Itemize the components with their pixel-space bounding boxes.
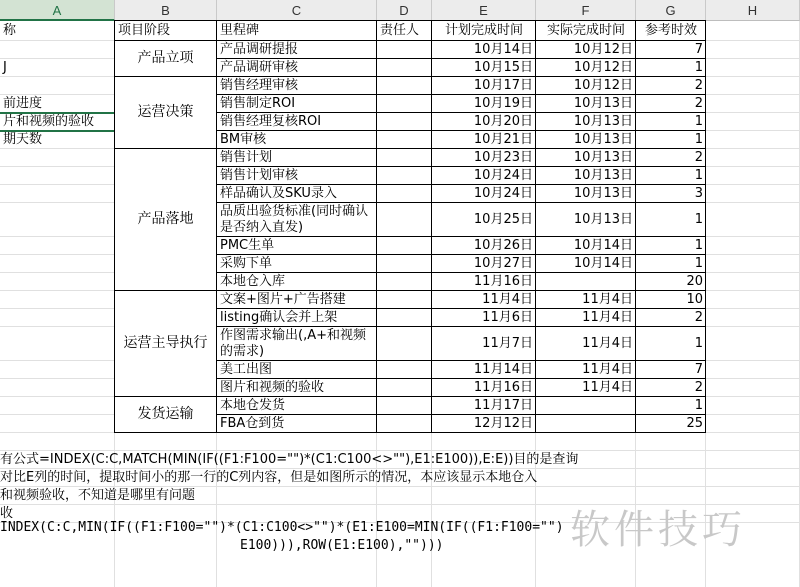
table-border-h	[114, 290, 706, 291]
table-border-h	[216, 308, 706, 309]
planned-date-cell[interactable]: 12月12日	[473, 416, 533, 431]
watermark-text: 软件技巧	[570, 507, 746, 553]
milestone-cell[interactable]: 文案+图片+广告搭建	[220, 292, 346, 307]
owner-cell[interactable]	[377, 113, 432, 131]
header-cell-f[interactable]: 实际完成时间	[546, 23, 625, 38]
table-border-h	[114, 40, 706, 41]
table-border-h	[216, 112, 706, 113]
stage-group-cell[interactable]: 产品立项	[115, 41, 216, 76]
table-border-h	[216, 272, 706, 273]
actual-date-cell[interactable]: 11月4日	[582, 380, 633, 395]
active-cell-selection[interactable]	[0, 112, 117, 132]
question-note-line: 收	[0, 506, 14, 521]
table-border-h	[114, 20, 706, 21]
col-a-cell[interactable]: J	[3, 60, 7, 75]
actual-date-cell[interactable]: 10月13日	[573, 114, 633, 129]
owner-cell[interactable]	[377, 273, 432, 291]
table-border-v	[376, 21, 377, 433]
column-header-h[interactable]: H	[706, 0, 800, 21]
actual-date-cell[interactable]: 10月13日	[573, 168, 633, 183]
actual-date-cell[interactable]	[536, 415, 636, 433]
reference-days-cell[interactable]: 3	[694, 186, 703, 201]
table-border-h	[114, 76, 706, 77]
table-border-h	[216, 254, 706, 255]
planned-date-cell[interactable]: 10月17日	[473, 78, 533, 93]
owner-cell[interactable]	[377, 255, 432, 273]
actual-date-cell[interactable]: 10月12日	[573, 60, 633, 75]
column-header-c[interactable]: C	[217, 0, 377, 21]
milestone-cell[interactable]: FBA仓到货	[220, 416, 285, 431]
actual-date-cell[interactable]: 10月14日	[573, 238, 633, 253]
reference-days-cell[interactable]: 2	[694, 310, 703, 325]
column-header-d[interactable]: D	[377, 0, 432, 21]
owner-cell[interactable]	[377, 237, 432, 255]
owner-cell[interactable]	[377, 149, 432, 167]
table-border-h	[114, 396, 706, 397]
reference-days-cell[interactable]: 1	[694, 336, 703, 351]
actual-date-cell[interactable]: 10月13日	[573, 186, 633, 201]
table-border-h	[216, 184, 706, 185]
table-border-h	[216, 166, 706, 167]
table-border-v	[535, 21, 536, 433]
milestone-cell[interactable]: 本地仓入库	[220, 274, 286, 289]
reference-days-cell[interactable]: 2	[694, 78, 703, 93]
milestone-cell[interactable]: 销售制定ROI	[220, 96, 296, 111]
reference-days-cell[interactable]: 20	[686, 274, 703, 289]
planned-date-cell[interactable]: 10月26日	[473, 238, 533, 253]
table-border-v	[114, 21, 115, 433]
question-note-line: 对比E列的时间，提取时间小的那一行的C列内容，但是如图所示的情况，本应该显示本地仓入	[0, 470, 538, 485]
actual-date-cell[interactable]: 10月13日	[573, 212, 633, 227]
table-border-h	[216, 130, 706, 131]
milestone-cell[interactable]: 销售经理复核ROI	[220, 114, 322, 129]
column-header-a[interactable]: A	[0, 0, 115, 21]
reference-days-cell[interactable]: 2	[694, 96, 703, 111]
header-cell-e[interactable]: 计划完成时间	[444, 23, 523, 38]
question-note-line: 和视频验收，不知道是哪里有问题	[0, 488, 196, 503]
table-border-h	[216, 414, 706, 415]
milestone-cell[interactable]: 销售经理审核	[220, 78, 299, 93]
planned-date-cell[interactable]: 10月24日	[473, 168, 533, 183]
milestone-cell[interactable]: 产品调研审核	[220, 60, 299, 75]
milestone-cell[interactable]: 样品确认及SKU录入	[220, 186, 337, 201]
actual-date-cell[interactable]: 10月13日	[573, 150, 633, 165]
owner-cell[interactable]	[377, 203, 432, 237]
table-border-h	[114, 432, 706, 433]
actual-date-cell[interactable]: 11月4日	[582, 310, 633, 325]
owner-cell[interactable]	[377, 309, 432, 327]
planned-date-cell[interactable]: 11月17日	[473, 398, 533, 413]
reference-days-cell[interactable]: 1	[694, 238, 703, 253]
header-cell-a[interactable]: 称	[3, 23, 17, 38]
col-a-cell[interactable]	[0, 77, 115, 95]
actual-date-cell[interactable]: 11月4日	[582, 362, 633, 377]
owner-cell[interactable]	[377, 415, 432, 433]
reference-days-cell[interactable]: 1	[694, 60, 703, 75]
reference-days-cell[interactable]: 1	[694, 256, 703, 271]
owner-cell[interactable]	[377, 361, 432, 379]
milestone-cell[interactable]: 采购下单	[220, 256, 273, 271]
table-border-v	[216, 21, 217, 433]
owner-cell[interactable]	[377, 327, 432, 361]
col-a-cell[interactable]: 前进度	[3, 96, 43, 111]
milestone-cell[interactable]: 图片和视频的验收	[220, 380, 325, 395]
question-note-line: INDEX(C:C,MIN(IF((F1:F100="")*(C1:C100<>"")*(E1:E100=MIN(IF((F1:F100="")	[0, 520, 564, 535]
actual-date-cell[interactable]: 10月12日	[573, 42, 633, 57]
milestone-cell[interactable]: 产品调研提报	[220, 42, 299, 57]
table-border-v	[431, 21, 432, 433]
header-cell-d[interactable]: 责任人	[380, 23, 420, 38]
col-a-cell[interactable]: 片和视频的验收	[3, 114, 95, 129]
milestone-cell[interactable]: 本地仓发货	[220, 398, 286, 413]
table-border-h	[114, 148, 706, 149]
milestone-cell[interactable]: 美工出图	[220, 362, 273, 377]
planned-date-cell[interactable]: 10月15日	[473, 60, 533, 75]
table-border-h	[216, 94, 706, 95]
owner-cell[interactable]	[377, 95, 432, 113]
milestone-cell[interactable]: 销售计划	[220, 150, 273, 165]
header-cell-g[interactable]: 参考时效	[644, 23, 697, 38]
owner-cell[interactable]	[377, 185, 432, 203]
planned-date-cell[interactable]: 10月14日	[473, 42, 533, 57]
actual-date-cell[interactable]: 10月12日	[573, 78, 633, 93]
owner-cell[interactable]	[377, 291, 432, 309]
planned-date-cell[interactable]: 11月7日	[482, 336, 533, 351]
reference-days-cell[interactable]: 10	[686, 292, 703, 307]
reference-days-cell[interactable]: 7	[694, 42, 703, 57]
column-header-b[interactable]: B	[115, 0, 217, 21]
reference-days-cell[interactable]: 2	[694, 380, 703, 395]
planned-date-cell[interactable]: 10月25日	[473, 212, 533, 227]
actual-date-cell[interactable]: 10月13日	[573, 96, 633, 111]
planned-date-cell[interactable]: 10月20日	[473, 114, 533, 129]
reference-days-cell[interactable]: 7	[694, 362, 703, 377]
actual-date-cell[interactable]: 10月14日	[573, 256, 633, 271]
actual-date-cell[interactable]: 10月13日	[573, 132, 633, 147]
planned-date-cell[interactable]: 10月21日	[473, 132, 533, 147]
owner-cell[interactable]	[377, 167, 432, 185]
planned-date-cell[interactable]: 11月14日	[473, 362, 533, 377]
milestone-cell[interactable]: 销售计划审核	[220, 168, 299, 183]
planned-date-cell[interactable]: 11月6日	[482, 310, 533, 325]
planned-date-cell[interactable]: 10月23日	[473, 150, 533, 165]
owner-cell[interactable]	[377, 131, 432, 149]
question-note-line: E100))),ROW(E1:E100),"")))	[240, 538, 444, 553]
stage-group-cell[interactable]: 运营主导执行	[115, 291, 216, 396]
question-note-line: 有公式=INDEX(C:C,MATCH(MIN(IF((F1:F100="")*(C1:C100<>""),E1:E100)),E:E))目的是查询	[0, 452, 579, 467]
reference-days-cell[interactable]: 1	[694, 132, 703, 147]
header-cell-c[interactable]: 里程碑	[220, 23, 260, 38]
planned-date-cell[interactable]: 10月19日	[473, 96, 533, 111]
owner-cell[interactable]	[377, 41, 432, 59]
actual-date-cell[interactable]: 11月4日	[582, 336, 633, 351]
reference-days-cell[interactable]: 2	[694, 150, 703, 165]
actual-date-cell[interactable]: 11月4日	[582, 292, 633, 307]
stage-group-cell[interactable]: 发货运输	[115, 397, 216, 432]
reference-days-cell[interactable]: 25	[686, 416, 703, 431]
stage-group-cell[interactable]: 运营决策	[115, 77, 216, 148]
milestone-cell[interactable]: PMC生单	[220, 238, 275, 253]
milestone-cell[interactable]: 品质出验货标准(同时确认是否纳入直发)	[220, 204, 369, 235]
table-border-v	[705, 21, 706, 433]
reference-days-cell[interactable]: 1	[694, 212, 703, 227]
col-a-cell[interactable]	[0, 41, 115, 59]
milestone-cell[interactable]: BM审核	[220, 132, 267, 147]
planned-date-cell[interactable]: 11月4日	[482, 292, 533, 307]
milestone-cell[interactable]: listing确认会并上架	[220, 310, 338, 325]
owner-cell[interactable]	[377, 397, 432, 415]
table-border-h	[216, 58, 706, 59]
actual-date-cell[interactable]	[536, 273, 636, 291]
table-border-h	[216, 378, 706, 379]
milestone-cell[interactable]: 作图需求输出(,A+和视频的需求)	[220, 328, 366, 359]
planned-date-cell[interactable]: 10月27日	[473, 256, 533, 271]
column-header-g[interactable]: G	[636, 0, 706, 21]
reference-days-cell[interactable]: 1	[694, 398, 703, 413]
table-border-h	[216, 202, 706, 203]
owner-cell[interactable]	[377, 77, 432, 95]
reference-days-cell[interactable]: 1	[694, 168, 703, 183]
table-border-h	[216, 326, 706, 327]
header-cell-b[interactable]: 项目阶段	[118, 23, 171, 38]
table-border-h	[216, 360, 706, 361]
table-border-v	[635, 21, 636, 433]
col-a-cell[interactable]: 期天数	[3, 132, 43, 147]
column-header-e[interactable]: E	[432, 0, 536, 21]
table-border-h	[216, 236, 706, 237]
column-header-f[interactable]: F	[536, 0, 636, 21]
planned-date-cell[interactable]: 11月16日	[473, 274, 533, 289]
owner-cell[interactable]	[377, 379, 432, 397]
planned-date-cell[interactable]: 11月16日	[473, 380, 533, 395]
planned-date-cell[interactable]: 10月24日	[473, 186, 533, 201]
reference-days-cell[interactable]: 1	[694, 114, 703, 129]
owner-cell[interactable]	[377, 59, 432, 77]
actual-date-cell[interactable]	[536, 397, 636, 415]
stage-group-cell[interactable]: 产品落地	[115, 149, 216, 290]
